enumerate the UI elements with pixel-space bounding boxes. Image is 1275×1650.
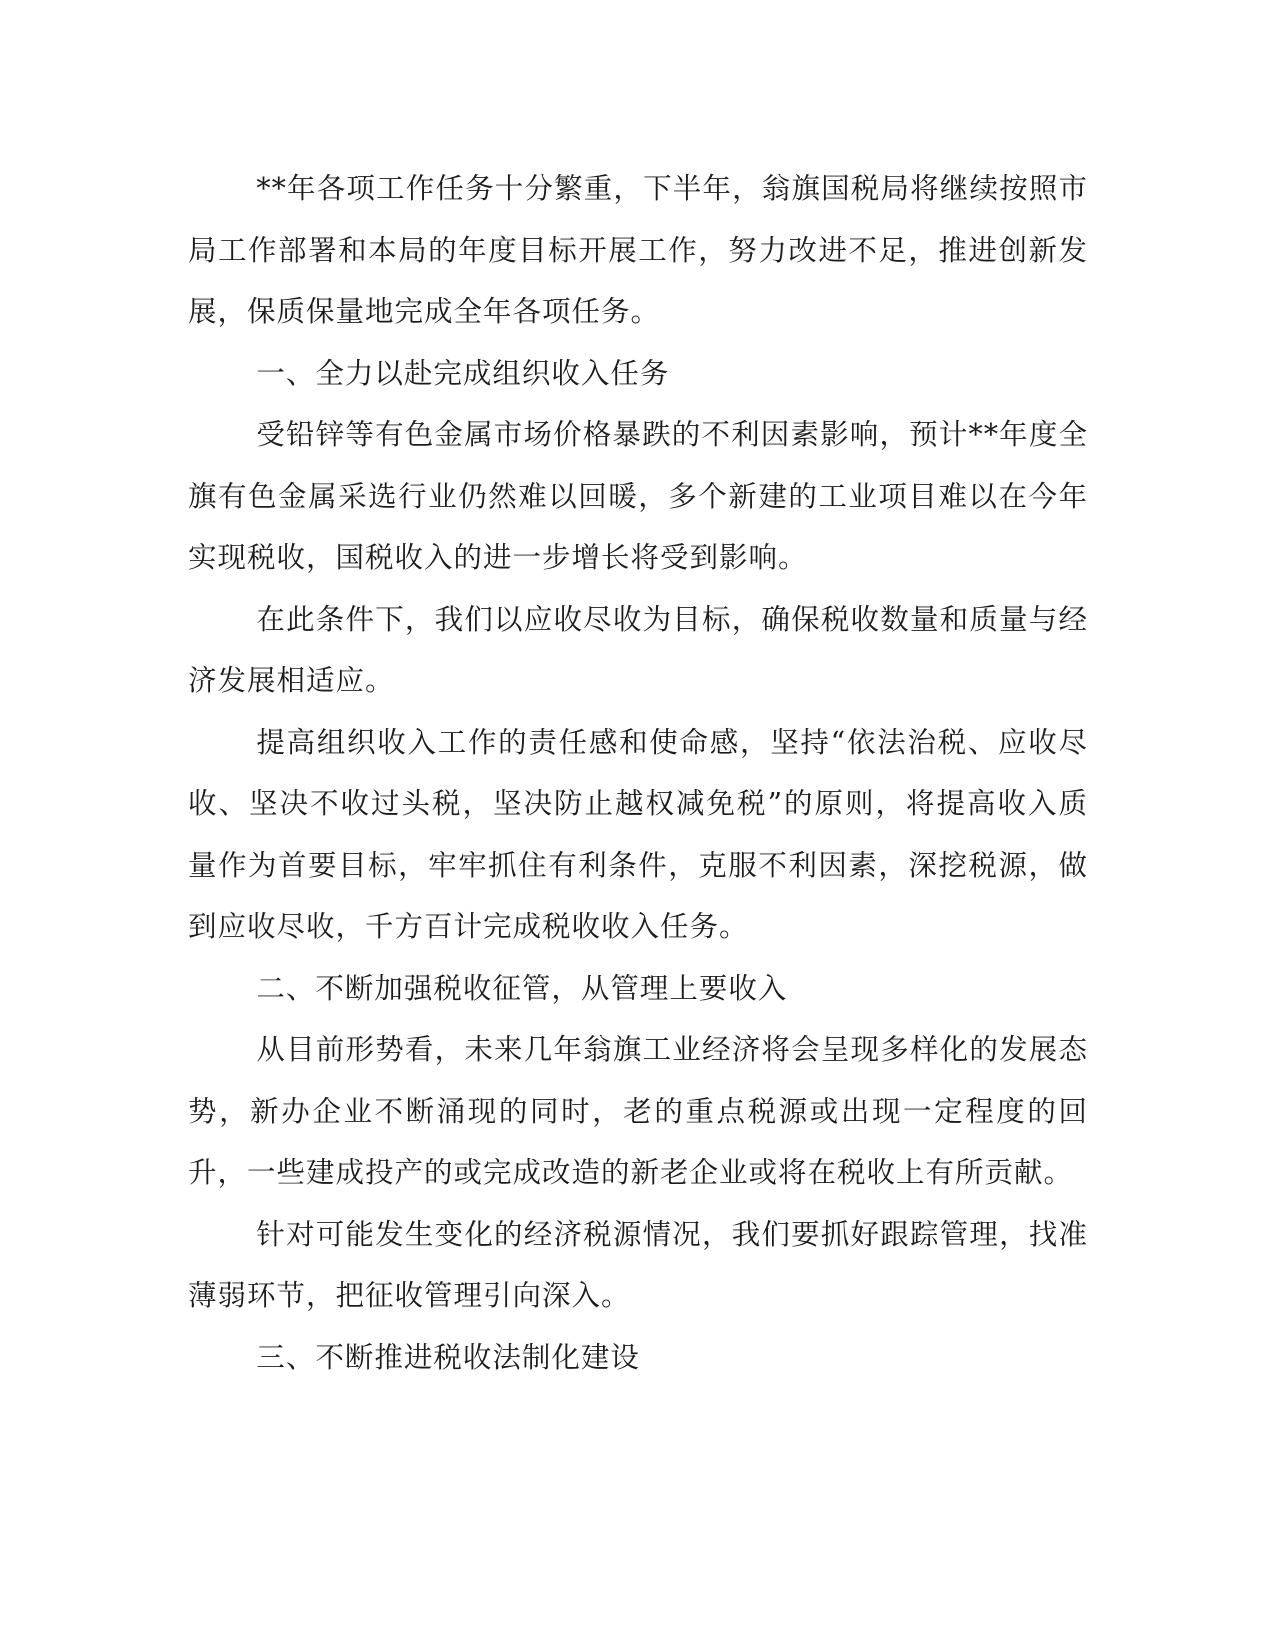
paragraph-revenue-principles: 提高组织收入工作的责任感和使命感，坚持“依法治税、应收尽收、坚决不收过头税，坚决防止越权减免税”的原则，将提高收入质量作为首要目标，牢牢抓住有利条件，克服不利因素，深挖税源，做到应收尽收，千方百计完成税收收入任务。 bbox=[188, 725, 1088, 943]
document-body bbox=[188, 158, 1088, 1388]
heading-section-2: 二、不断加强税收征管，从管理上要收入 bbox=[256, 971, 788, 1005]
paragraph-revenue-goal: 在此条件下，我们以应收尽收为目标，确保税收数量和质量与经济发展相适应。 bbox=[188, 602, 1088, 697]
paragraph-revenue-impact: 受铅锌等有色金属市场价格暴跌的不利因素影响，预计**年度全旗有色金属采选行业仍然难以回暖，多个新建的工业项目难以在今年实现税收，国税收入的进一步增长将受到影响。 bbox=[188, 418, 1088, 574]
paragraph-tracking-management: 针对可能发生变化的经济税源情况，我们要抓好跟踪管理，找准薄弱环节，把征收管理引向深入。 bbox=[188, 1217, 1088, 1312]
paragraph-intro: **年各项工作任务十分繁重，下半年，翁旗国税局将继续按照市局工作部署和本局的年度目标开展工作，努力改进不足，推进创新发展，保质保量地完成全年各项任务。 bbox=[188, 172, 1088, 328]
heading-section-1: 一、全力以赴完成组织收入任务 bbox=[256, 356, 670, 390]
paragraph-economic-outlook: 从目前形势看，未来几年翁旗工业经济将会呈现多样化的发展态势，新办企业不断涌现的同时，老的重点税源或出现一定程度的回升，一些建成投产的或完成改造的新老企业或将在税收上有所贡献。 bbox=[188, 1033, 1088, 1189]
heading-section-3: 三、不断推进税收法制化建设 bbox=[256, 1340, 640, 1374]
